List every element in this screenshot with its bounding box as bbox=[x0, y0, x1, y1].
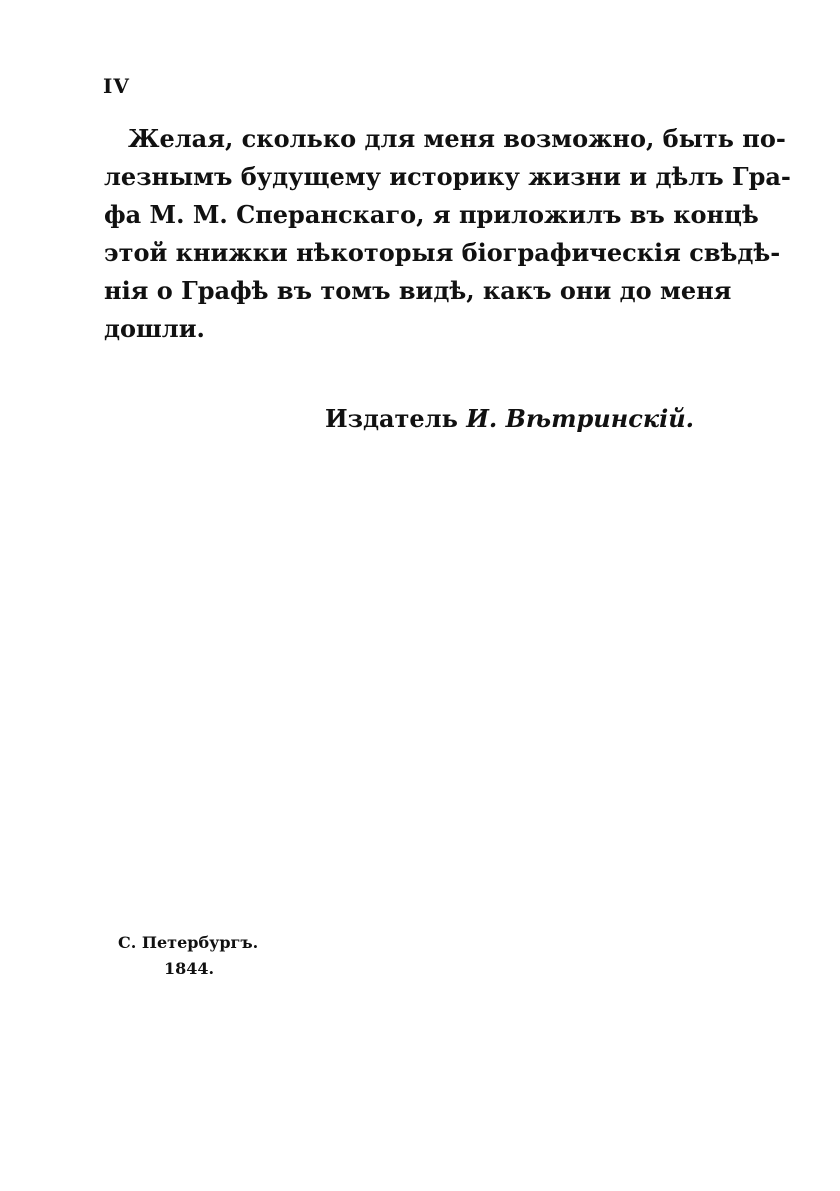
paragraph-line-5: нія о Графѣ въ томъ видѣ, какъ они до меня bbox=[104, 276, 732, 305]
publisher-signature bbox=[325, 404, 694, 433]
paragraph-line-2: лезнымъ будущему историку жизни и дѣлъ Гра- bbox=[104, 162, 791, 191]
imprint-year: 1844. bbox=[164, 959, 215, 978]
paragraph-line-3: фа М. М. Сперанскаго, я приложилъ въ концѣ bbox=[104, 200, 759, 229]
preface-paragraph bbox=[104, 120, 791, 348]
signature-label: Издатель bbox=[324, 404, 458, 433]
paragraph-line-6: дошли. bbox=[104, 314, 205, 343]
page-number: IV bbox=[103, 74, 130, 98]
imprint-city: С. Петербургъ. bbox=[118, 933, 259, 952]
imprint bbox=[118, 930, 258, 982]
signature-name: И. Вѣтринскій. bbox=[466, 404, 694, 433]
paragraph-line-4: этой книжки нѣкоторыя біографическія свѣдѣ- bbox=[104, 238, 781, 267]
paragraph-line-1: Желая, сколько для меня возможно, быть по- bbox=[128, 124, 786, 153]
